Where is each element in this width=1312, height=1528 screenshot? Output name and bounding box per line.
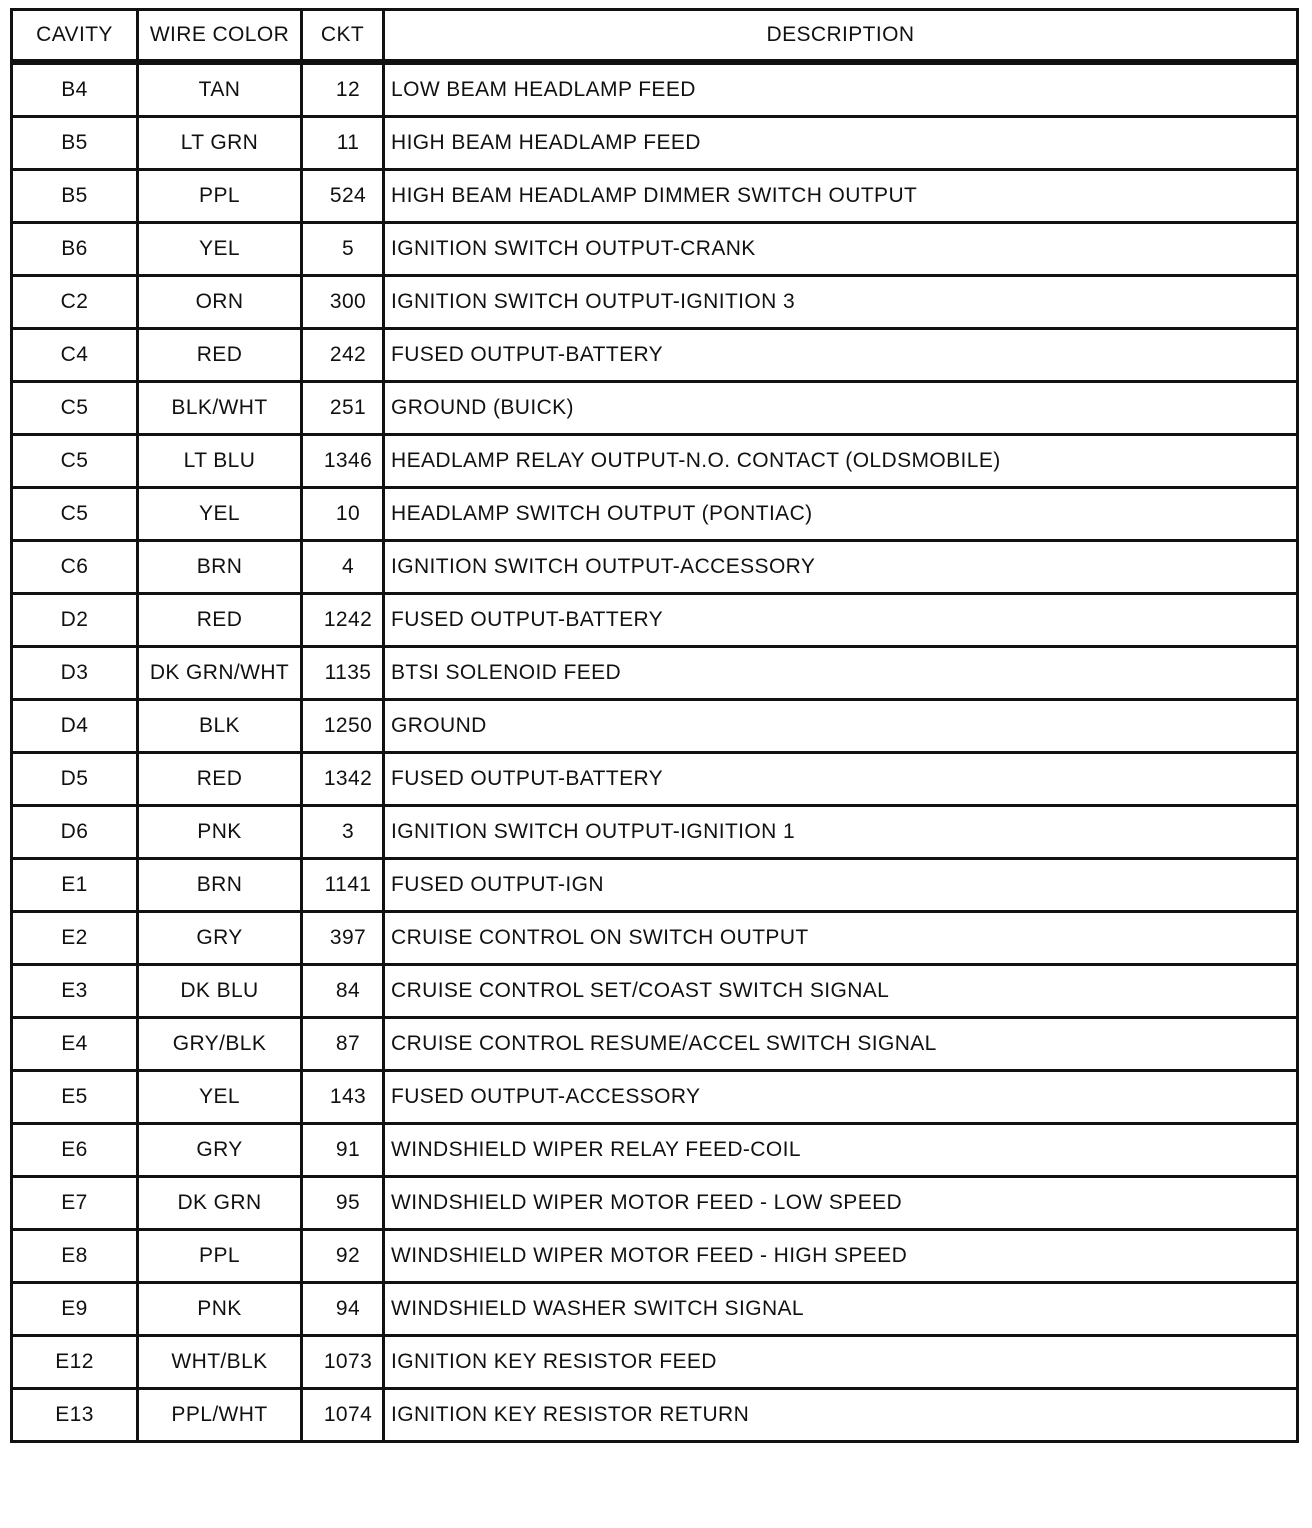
table-row bbox=[12, 806, 1298, 859]
cell-wire-color: BRN bbox=[138, 541, 302, 594]
cell-wire-color: PPL bbox=[138, 170, 302, 223]
cell-wire-color: GRY bbox=[138, 1124, 302, 1177]
cell-description: WINDSHIELD WIPER MOTOR FEED - HIGH SPEED bbox=[384, 1230, 1298, 1283]
connector-pinout-sheet bbox=[10, 8, 1296, 1518]
ckt-value: 94 bbox=[335, 1297, 361, 1320]
table-body bbox=[12, 62, 1298, 1442]
cell-wire-color: DK GRN/WHT bbox=[138, 647, 302, 700]
table-row bbox=[12, 382, 1298, 435]
header-ckt: CKT bbox=[302, 10, 384, 63]
table-header bbox=[12, 10, 1298, 63]
cell-ckt bbox=[302, 62, 384, 117]
cell-description: HIGH BEAM HEADLAMP FEED bbox=[384, 117, 1298, 170]
cell-cavity: C2 bbox=[12, 276, 138, 329]
table-row bbox=[12, 1124, 1298, 1177]
cell-cavity: E2 bbox=[12, 912, 138, 965]
cell-description: HEADLAMP RELAY OUTPUT-N.O. CONTACT (OLDSMOBILE) bbox=[384, 435, 1298, 488]
cell-cavity: B5 bbox=[12, 170, 138, 223]
cell-wire-color: BLK bbox=[138, 700, 302, 753]
cell-cavity: E9 bbox=[12, 1283, 138, 1336]
cell-description: WINDSHIELD WIPER RELAY FEED-COIL bbox=[384, 1124, 1298, 1177]
cell-description: CRUISE CONTROL SET/COAST SWITCH SIGNAL bbox=[384, 965, 1298, 1018]
cell-ckt bbox=[302, 329, 384, 382]
cell-description: FUSED OUTPUT-ACCESSORY bbox=[384, 1071, 1298, 1124]
cell-wire-color: DK BLU bbox=[138, 965, 302, 1018]
ckt-value: 87 bbox=[335, 1032, 361, 1055]
ckt-value: 10 bbox=[335, 502, 361, 525]
cell-description: HIGH BEAM HEADLAMP DIMMER SWITCH OUTPUT bbox=[384, 170, 1298, 223]
cell-ckt bbox=[302, 541, 384, 594]
cell-description: GROUND bbox=[384, 700, 1298, 753]
cell-ckt bbox=[302, 1389, 384, 1442]
cell-cavity: B4 bbox=[12, 62, 138, 117]
cell-cavity: B6 bbox=[12, 223, 138, 276]
table-row bbox=[12, 488, 1298, 541]
ckt-value: 1242 bbox=[323, 608, 373, 631]
cell-ckt bbox=[302, 223, 384, 276]
table-row bbox=[12, 435, 1298, 488]
ckt-value: 91 bbox=[335, 1138, 361, 1161]
ckt-value: 5 bbox=[341, 237, 355, 260]
ckt-value: 300 bbox=[329, 290, 367, 313]
table-row bbox=[12, 1389, 1298, 1442]
cell-ckt bbox=[302, 382, 384, 435]
ckt-value: 1346 bbox=[323, 449, 373, 472]
ckt-value: 1073 bbox=[323, 1350, 373, 1373]
ckt-value: 1141 bbox=[324, 873, 372, 896]
cell-cavity: D5 bbox=[12, 753, 138, 806]
cell-description: WINDSHIELD WASHER SWITCH SIGNAL bbox=[384, 1283, 1298, 1336]
connector-pinout-table bbox=[10, 8, 1299, 1443]
cell-ckt bbox=[302, 594, 384, 647]
cell-ckt bbox=[302, 170, 384, 223]
table-row bbox=[12, 329, 1298, 382]
cell-ckt bbox=[302, 488, 384, 541]
header-cavity: CAVITY bbox=[12, 10, 138, 63]
table-row bbox=[12, 1071, 1298, 1124]
cell-wire-color: RED bbox=[138, 329, 302, 382]
cell-description: IGNITION KEY RESISTOR RETURN bbox=[384, 1389, 1298, 1442]
cell-ckt bbox=[302, 1071, 384, 1124]
ckt-value: 95 bbox=[335, 1191, 361, 1214]
cell-cavity: E7 bbox=[12, 1177, 138, 1230]
table-row bbox=[12, 1018, 1298, 1071]
cell-wire-color: YEL bbox=[138, 223, 302, 276]
cell-description: FUSED OUTPUT-IGN bbox=[384, 859, 1298, 912]
cell-cavity: C5 bbox=[12, 382, 138, 435]
ckt-value: 11 bbox=[336, 131, 360, 154]
cell-wire-color: WHT/BLK bbox=[138, 1336, 302, 1389]
cell-ckt bbox=[302, 1230, 384, 1283]
table-row bbox=[12, 912, 1298, 965]
cell-ckt bbox=[302, 1336, 384, 1389]
cell-wire-color: RED bbox=[138, 753, 302, 806]
cell-description: HEADLAMP SWITCH OUTPUT (PONTIAC) bbox=[384, 488, 1298, 541]
table-row bbox=[12, 1283, 1298, 1336]
cell-description: BTSI SOLENOID FEED bbox=[384, 647, 1298, 700]
cell-description: WINDSHIELD WIPER MOTOR FEED - LOW SPEED bbox=[384, 1177, 1298, 1230]
cell-cavity: E5 bbox=[12, 1071, 138, 1124]
header-description: DESCRIPTION bbox=[384, 10, 1298, 63]
table-row bbox=[12, 594, 1298, 647]
cell-ckt bbox=[302, 647, 384, 700]
cell-description: IGNITION SWITCH OUTPUT-IGNITION 1 bbox=[384, 806, 1298, 859]
cell-cavity: E1 bbox=[12, 859, 138, 912]
cell-ckt bbox=[302, 435, 384, 488]
table-row bbox=[12, 965, 1298, 1018]
table-row bbox=[12, 276, 1298, 329]
cell-ckt bbox=[302, 700, 384, 753]
cell-wire-color: ORN bbox=[138, 276, 302, 329]
ckt-value: 1074 bbox=[323, 1403, 373, 1426]
cell-wire-color: GRY/BLK bbox=[138, 1018, 302, 1071]
header-row bbox=[12, 10, 1298, 63]
cell-ckt bbox=[302, 806, 384, 859]
header-wire-color: WIRE COLOR bbox=[138, 10, 302, 63]
cell-description: IGNITION SWITCH OUTPUT-CRANK bbox=[384, 223, 1298, 276]
cell-ckt bbox=[302, 859, 384, 912]
table-row bbox=[12, 700, 1298, 753]
cell-wire-color: YEL bbox=[138, 488, 302, 541]
cell-cavity: E13 bbox=[12, 1389, 138, 1442]
cell-description: LOW BEAM HEADLAMP FEED bbox=[384, 62, 1298, 117]
cell-cavity: D6 bbox=[12, 806, 138, 859]
table-row bbox=[12, 170, 1298, 223]
cell-cavity: C5 bbox=[12, 488, 138, 541]
cell-wire-color: PPL bbox=[138, 1230, 302, 1283]
cell-wire-color: DK GRN bbox=[138, 1177, 302, 1230]
cell-description: IGNITION SWITCH OUTPUT-ACCESSORY bbox=[384, 541, 1298, 594]
ckt-value: 1250 bbox=[323, 714, 373, 737]
ckt-value: 12 bbox=[335, 78, 361, 101]
ckt-value: 397 bbox=[329, 926, 367, 949]
cell-wire-color: LT BLU bbox=[138, 435, 302, 488]
ckt-value: 524 bbox=[329, 184, 367, 207]
cell-cavity: E12 bbox=[12, 1336, 138, 1389]
table-row bbox=[12, 62, 1298, 117]
cell-description: CRUISE CONTROL RESUME/ACCEL SWITCH SIGNAL bbox=[384, 1018, 1298, 1071]
ckt-value: 251 bbox=[329, 396, 367, 419]
cell-cavity: E8 bbox=[12, 1230, 138, 1283]
cell-wire-color: TAN bbox=[138, 62, 302, 117]
cell-cavity: C4 bbox=[12, 329, 138, 382]
cell-ckt bbox=[302, 1283, 384, 1336]
cell-cavity: E3 bbox=[12, 965, 138, 1018]
cell-wire-color: YEL bbox=[138, 1071, 302, 1124]
ckt-value: 143 bbox=[329, 1085, 367, 1108]
table-row bbox=[12, 753, 1298, 806]
ckt-value: 3 bbox=[341, 820, 355, 843]
cell-cavity: E6 bbox=[12, 1124, 138, 1177]
ckt-value: 4 bbox=[341, 555, 355, 578]
ckt-value: 1135 bbox=[324, 661, 372, 684]
cell-ckt bbox=[302, 912, 384, 965]
cell-ckt bbox=[302, 753, 384, 806]
cell-cavity: E4 bbox=[12, 1018, 138, 1071]
table-row bbox=[12, 1336, 1298, 1389]
cell-wire-color: RED bbox=[138, 594, 302, 647]
cell-cavity: D4 bbox=[12, 700, 138, 753]
cell-description: FUSED OUTPUT-BATTERY bbox=[384, 594, 1298, 647]
table-row bbox=[12, 223, 1298, 276]
ckt-value: 242 bbox=[329, 343, 367, 366]
cell-wire-color: PPL/WHT bbox=[138, 1389, 302, 1442]
table-row bbox=[12, 1177, 1298, 1230]
cell-wire-color: PNK bbox=[138, 1283, 302, 1336]
cell-cavity: B5 bbox=[12, 117, 138, 170]
table-row bbox=[12, 859, 1298, 912]
cell-ckt bbox=[302, 1018, 384, 1071]
cell-description: GROUND (BUICK) bbox=[384, 382, 1298, 435]
cell-ckt bbox=[302, 276, 384, 329]
table-row bbox=[12, 117, 1298, 170]
table-row bbox=[12, 647, 1298, 700]
table-row bbox=[12, 541, 1298, 594]
cell-cavity: C5 bbox=[12, 435, 138, 488]
ckt-value: 1342 bbox=[323, 767, 373, 790]
cell-wire-color: GRY bbox=[138, 912, 302, 965]
cell-wire-color: BRN bbox=[138, 859, 302, 912]
cell-description: FUSED OUTPUT-BATTERY bbox=[384, 753, 1298, 806]
cell-description: CRUISE CONTROL ON SWITCH OUTPUT bbox=[384, 912, 1298, 965]
cell-description: FUSED OUTPUT-BATTERY bbox=[384, 329, 1298, 382]
ckt-value: 92 bbox=[335, 1244, 361, 1267]
cell-ckt bbox=[302, 1177, 384, 1230]
cell-wire-color: BLK/WHT bbox=[138, 382, 302, 435]
cell-wire-color: PNK bbox=[138, 806, 302, 859]
cell-cavity: D2 bbox=[12, 594, 138, 647]
cell-cavity: C6 bbox=[12, 541, 138, 594]
cell-cavity: D3 bbox=[12, 647, 138, 700]
ckt-value: 84 bbox=[335, 979, 361, 1002]
cell-description: IGNITION KEY RESISTOR FEED bbox=[384, 1336, 1298, 1389]
cell-ckt bbox=[302, 117, 384, 170]
cell-ckt bbox=[302, 1124, 384, 1177]
cell-wire-color: LT GRN bbox=[138, 117, 302, 170]
cell-ckt bbox=[302, 965, 384, 1018]
cell-description: IGNITION SWITCH OUTPUT-IGNITION 3 bbox=[384, 276, 1298, 329]
table-row bbox=[12, 1230, 1298, 1283]
